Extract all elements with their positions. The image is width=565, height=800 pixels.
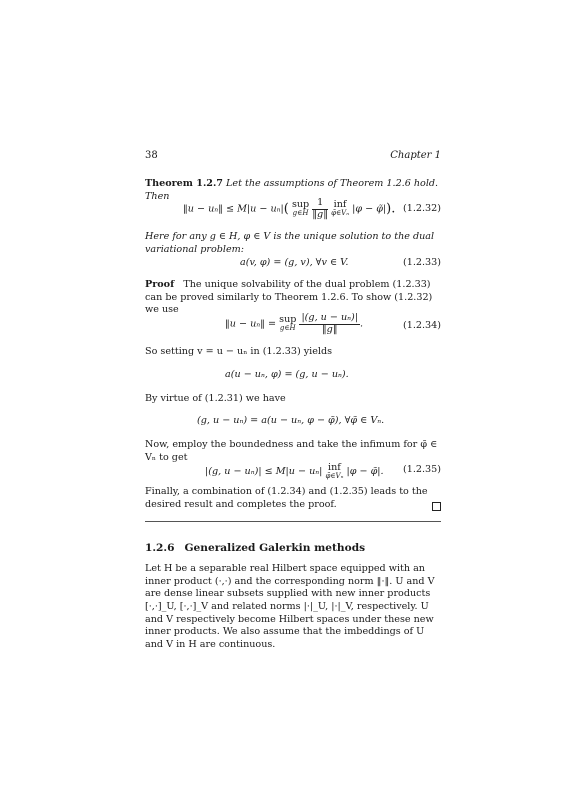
- eq-34-sup: [279, 315, 296, 332]
- equation-number-1-2-35: (1.2.35): [402, 464, 441, 475]
- proof-label: Proof: [145, 279, 175, 290]
- section-heading: [145, 542, 365, 556]
- equation-number-1-2-32: (1.2.32): [402, 203, 441, 214]
- equation-1-2-35: [145, 463, 441, 487]
- equation-number-1-2-33: (1.2.33): [402, 257, 441, 268]
- eq-34-frac-num: |(g, u − uₙ)|: [301, 312, 359, 323]
- eq-32-inf-op: inf: [333, 199, 347, 211]
- eq-34-sup-op: sup: [279, 314, 297, 326]
- divider: [145, 521, 441, 522]
- theorem-label: Theorem 1.2.7: [145, 178, 223, 189]
- equation-virtue: [145, 415, 441, 431]
- section-title: Generalized Galerkin methods: [184, 542, 366, 554]
- eq-32-inf: [331, 200, 349, 217]
- eq-32-frac-num: 1: [312, 198, 328, 210]
- eq-32-sup: [292, 200, 309, 217]
- proof-intro-text: The unique solvability of the dual problem (1.2.33) can be proved similarly to Theorem 1.2.6. To show (1.2.32) we use: [145, 279, 433, 316]
- equation-setting-body: a(u − uₙ, φ) = (g, u − uₙ).: [225, 369, 349, 380]
- proof-intro: [145, 279, 441, 317]
- eq-32-close: ).: [386, 201, 396, 217]
- eq-34-frac-den: ‖g‖: [321, 323, 338, 335]
- eq-32-lhs: ‖u − uₙ‖ ≤ M|u − uₙ|: [183, 203, 284, 215]
- equation-virtue-body: (g, u − uₙ) = a(u − uₙ, φ − φ̃), ∀φ̃ ∈ Vₙ.: [197, 415, 385, 426]
- chapter-header: Chapter 1: [390, 150, 441, 161]
- equation-1-2-32: [145, 198, 441, 222]
- equation-setting: [145, 369, 441, 385]
- proof-final-text: Finally, a combination of (1.2.34) and (1.2.35) leads to the desired result and completes the proof.: [145, 486, 428, 510]
- eq-35-tail: |φ − φ̃|.: [346, 466, 384, 478]
- eq-35-inf-op: inf: [328, 462, 341, 473]
- eq-35-inf-sub: φ̃∈Vₙ: [325, 472, 344, 481]
- equation-number-1-2-34: (1.2.34): [402, 320, 441, 331]
- equation-1-2-33-body: a(v, φ) = (g, v), ∀v ∈ V.: [240, 257, 349, 268]
- employ-text: Now, employ the boundedness and take the infimum for φ̃ ∈ Vₙ to get: [145, 439, 438, 463]
- eq-34-frac: [299, 313, 360, 335]
- section-body: Let H be a separable real Hilbert space equipped with an inner product (·,·) and the corresponding norm ‖·‖. U and V are dense linear subsets supplied with new inner products [·,·]_U, [·,·]_V and related norms |·|_U, |·|_V, respectively. U and V respectively become Hilbert spaces under these new inner products. We also assume that the imbeddings of U and V in H are continuous.: [145, 563, 435, 650]
- virtue-text: By virtue of (1.2.31) we have: [145, 393, 286, 404]
- eq-34-tail: .: [360, 318, 364, 330]
- eq-32-open: (: [283, 201, 289, 217]
- section-number: 1.2.6: [145, 542, 175, 554]
- eq-35-inf: [325, 463, 343, 480]
- equation-1-2-34: [145, 313, 441, 341]
- eq-32-sup-op: sup: [291, 199, 310, 211]
- eq-32-inf-sub: φ̃∈Vₙ: [331, 209, 350, 218]
- qed-square-icon: [432, 502, 441, 511]
- theorem-text: Let the assumptions of Theorem 1.2.6 hold. Then: [145, 178, 439, 202]
- eq-35-lhs: |(g, u − uₙ)| ≤ M|u − uₙ|: [205, 466, 323, 478]
- dual-problem-text: Here for any g ∈ H, φ ∈ V is the unique solution to the dual variational problem:: [145, 231, 435, 255]
- page-number: 38: [145, 150, 158, 161]
- eq-32-tail: |φ − φ̃|: [352, 203, 387, 215]
- equation-1-2-34-body: [225, 313, 363, 335]
- setting-text: So setting v = u − uₙ in (1.2.33) yields: [145, 346, 333, 357]
- eq-32-sup-sub: g∈H: [292, 209, 309, 218]
- equation-1-2-33: [145, 257, 441, 273]
- equation-1-2-35-body: [205, 463, 384, 480]
- eq-32-frac-den: ‖g‖: [312, 208, 328, 220]
- eq-34-lhs: ‖u − uₙ‖ =: [225, 318, 277, 330]
- eq-32-frac: [312, 198, 328, 220]
- eq-34-sup-sub: g∈H: [279, 324, 296, 333]
- equation-1-2-32-body: [183, 198, 395, 220]
